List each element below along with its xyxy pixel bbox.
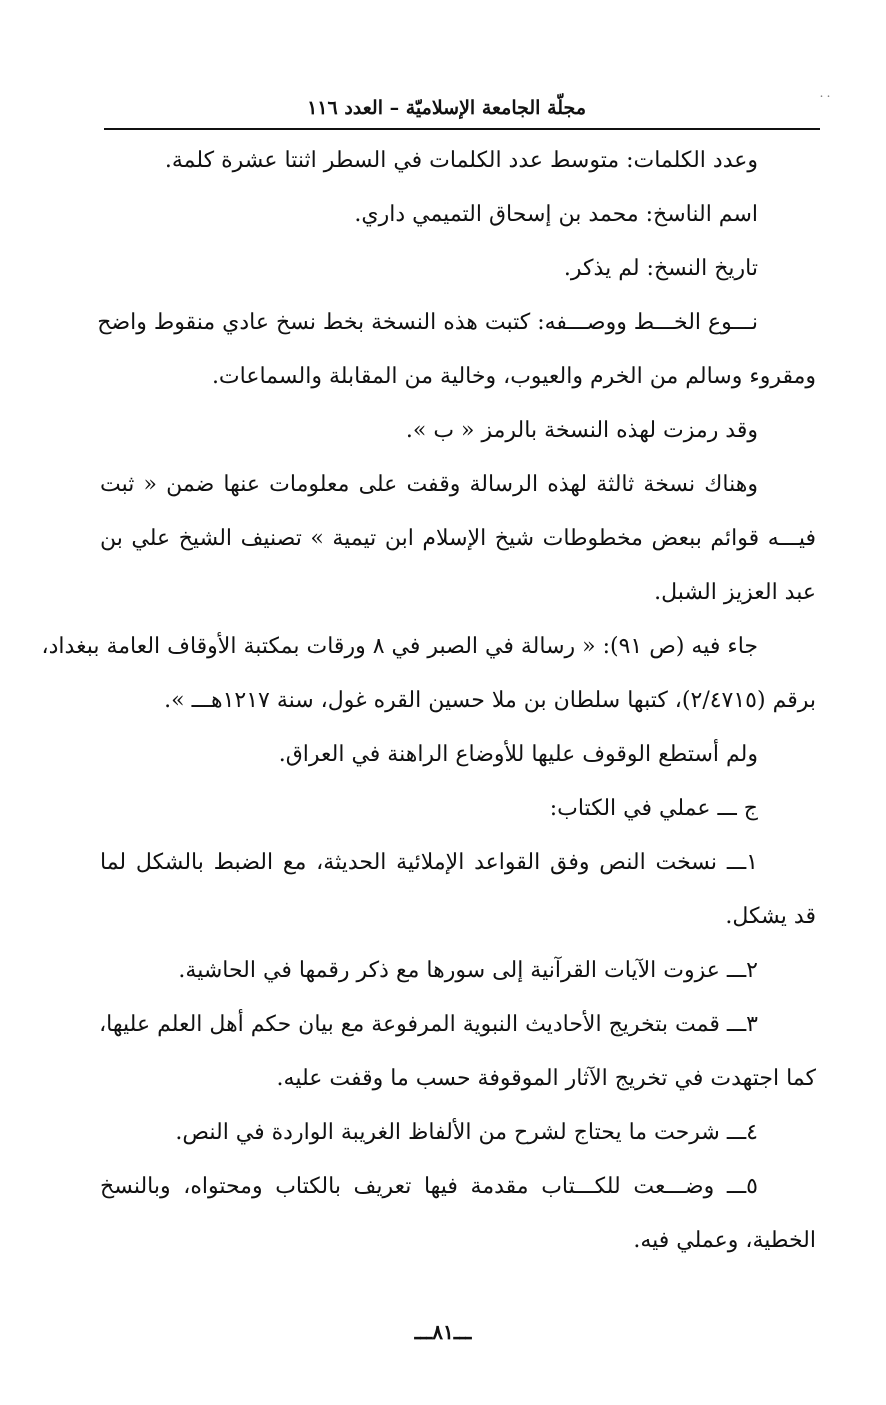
text-line: جاء فيه (ص ٩١): « رسالة في الصبر في ٨ ورقات بمكتبة الأوقاف العامة ببغداد، [41, 634, 758, 659]
page-number: ـــ٨١ـــ [414, 1320, 472, 1344]
text-line: ٤ـــ شرحت ما يحتاج لشرح من الألفاظ الغريبة الواردة في النص. [175, 1120, 758, 1145]
text-line: ١ـــ نسخت النص وفق القواعد الإملائية الحديثة، مع الضبط بالشكل لما [100, 850, 758, 875]
text-line: ومقروء وسالم من الخرم والعيوب، وخالية من المقابلة والسماعات. [211, 364, 816, 389]
text-line: الخطية، وعملي فيه. [633, 1228, 816, 1253]
text-line: ولم أستطع الوقوف عليها للأوضاع الراهنة في العراق. [278, 742, 758, 767]
text-line: فيـــه قوائم ببعض مخطوطات شيخ الإسلام ابن تيمية » تصنيف الشيخ علي بن [100, 526, 816, 551]
corner-mark: ˙˙ [818, 94, 832, 110]
text-line: قد يشكل. [725, 904, 816, 929]
body-text [41, 134, 816, 1268]
text-line: نـــوع الخـــط ووصـــفه: كتبت هذه النسخة بخط نسخ عادي منقوط واضح [97, 310, 758, 335]
text-line: ٣ـــ قمت بتخريج الأحاديث النبوية المرفوعة مع بيان حكم أهل العلم عليها، [99, 1012, 758, 1037]
header-rule [104, 128, 820, 130]
text-line: ٥ـــ وضـــعت للكـــتاب مقدمة فيها تعريف بالكتاب ومحتواه، وبالنسخ [100, 1174, 758, 1199]
text-line: تاريخ النسخ: لم يذكر. [563, 256, 758, 281]
text-line: اسم الناسخ: محمد بن إسحاق التميمي داري. [354, 202, 758, 227]
text-line: وعدد الكلمات: متوسط عدد الكلمات في السطر اثنتا عشرة كلمة. [164, 148, 758, 173]
text-line: ٢ـــ عزوت الآيات القرآنية إلى سورها مع ذكر رقمها في الحاشية. [178, 958, 758, 983]
text-line: عبد العزيز الشبل. [654, 580, 816, 605]
text-line: برقم (٢/٤٧١٥)، كتبها سلطان بن ملا حسين القره غول، سنة ١٢١٧هـــ ». [164, 688, 816, 713]
running-header: مجلّة الجامعة الإسلاميّة – العدد ١١٦ [307, 97, 586, 119]
section-heading: ج ـــ عملي في الكتاب: [549, 796, 758, 821]
text-line: وقد رمزت لهذه النسخة بالرمز « ب ». [405, 418, 758, 443]
text-line: كما اجتهدت في تخريج الآثار الموقوفة حسب ما وقفت عليه. [276, 1066, 816, 1091]
text-line: وهناك نسخة ثالثة لهذه الرسالة وقفت على معلومات عنها ضمن « ثبت [100, 472, 758, 497]
